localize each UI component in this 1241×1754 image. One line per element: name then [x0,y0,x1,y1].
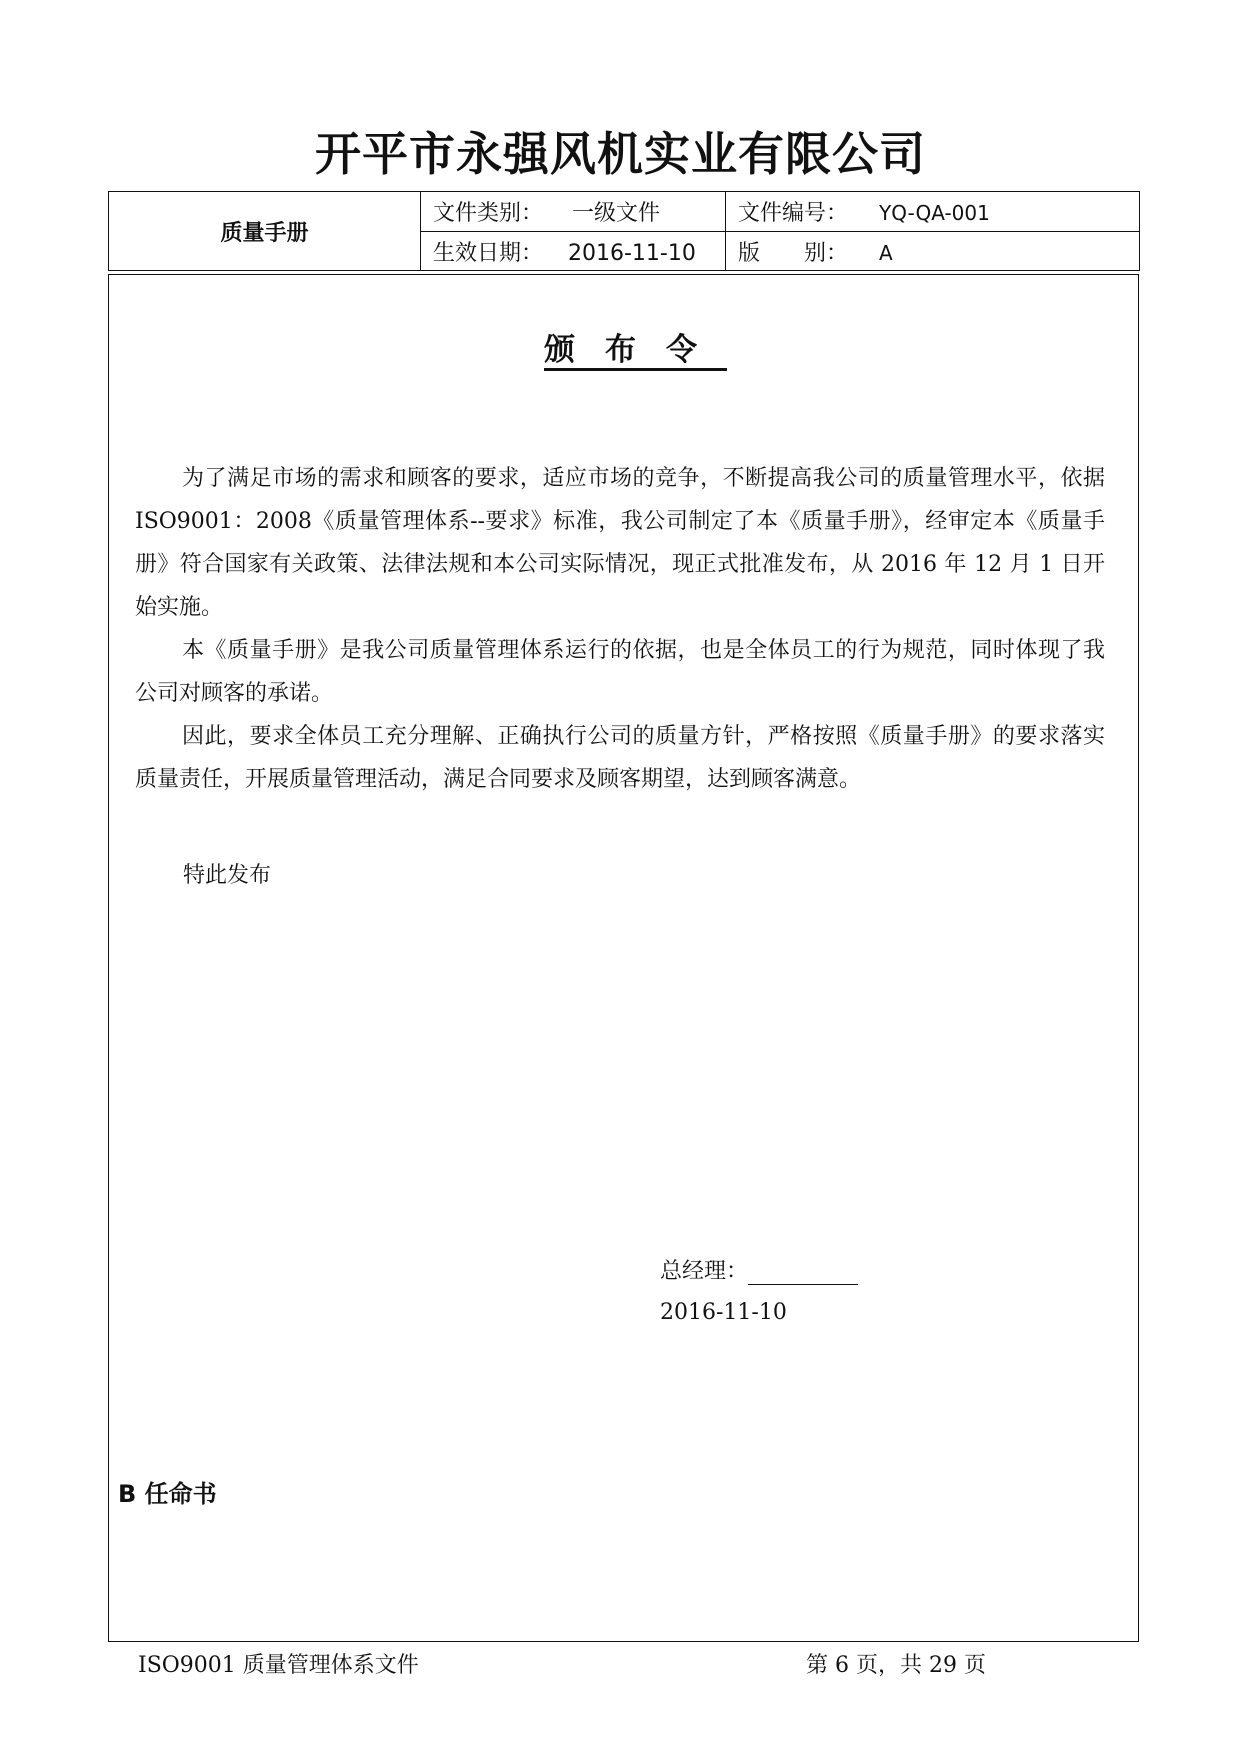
doc-type-label: 文件类别： [433,201,544,226]
signature-line [748,1262,858,1285]
version-cell [726,232,1140,271]
decree-title [0,324,1241,369]
effective-date-cell [421,232,726,271]
doc-type-value: 一级文件 [572,201,661,226]
sign-date: 2016-11-10 [660,1300,787,1325]
version-value: A [879,240,893,265]
document-header-table [108,191,1140,271]
company-title: 开平市永强风机实业有限公司 [315,127,926,181]
decree-notice: 特此发布 [183,863,272,888]
doc-no-cell [726,192,1140,232]
manual-name: 质量手册 [109,192,421,271]
effective-date-label: 生效日期： [433,240,544,266]
footer-left: ISO9001 质量管理体系文件 [138,1653,419,1678]
doc-no-label: 文件编号： [738,201,849,226]
signer-label: 总经理： [660,1259,749,1284]
footer-page-number: 第 6 页，共 29 页 [806,1653,986,1678]
doc-no-value: YQ-QA-001 [879,201,990,225]
effective-date-value: 2016-11-10 [568,240,696,266]
decree-paragraph-2: 本《质量手册》是我公司质量管理体系运行的依据，也是全体员工的行为规范，同时体现了我公司对顾客的承诺。 [135,638,1105,706]
signature-block [660,1254,858,1285]
section-b-heading: B 任命书 [118,1480,217,1508]
version-label: 版 别： [738,240,849,266]
doc-type-cell [421,192,726,232]
decree-paragraph-3: 因此，要求全体员工充分理解、正确执行公司的质量方针，严格按照《质量手册》的要求落实质量责任，开展质量管理活动，满足合同要求及顾客期望，达到顾客满意。 [135,724,1105,792]
decree-title-text: 颁布令 [544,332,727,368]
decree-paragraph-1: 为了满足市场的需求和顾客的要求，适应市场的竞争，不断提高我公司的质量管理水平，依据 ISO9001：2008《质量管理体系--要求》标准，我公司制定了本《质量手册》，经审定本《质量手册》符合国家有关政策、法律法规和本公司实际情况，现正式批准发布，从 2016 年 12 月 1 日开始实施。 [135,466,1105,620]
